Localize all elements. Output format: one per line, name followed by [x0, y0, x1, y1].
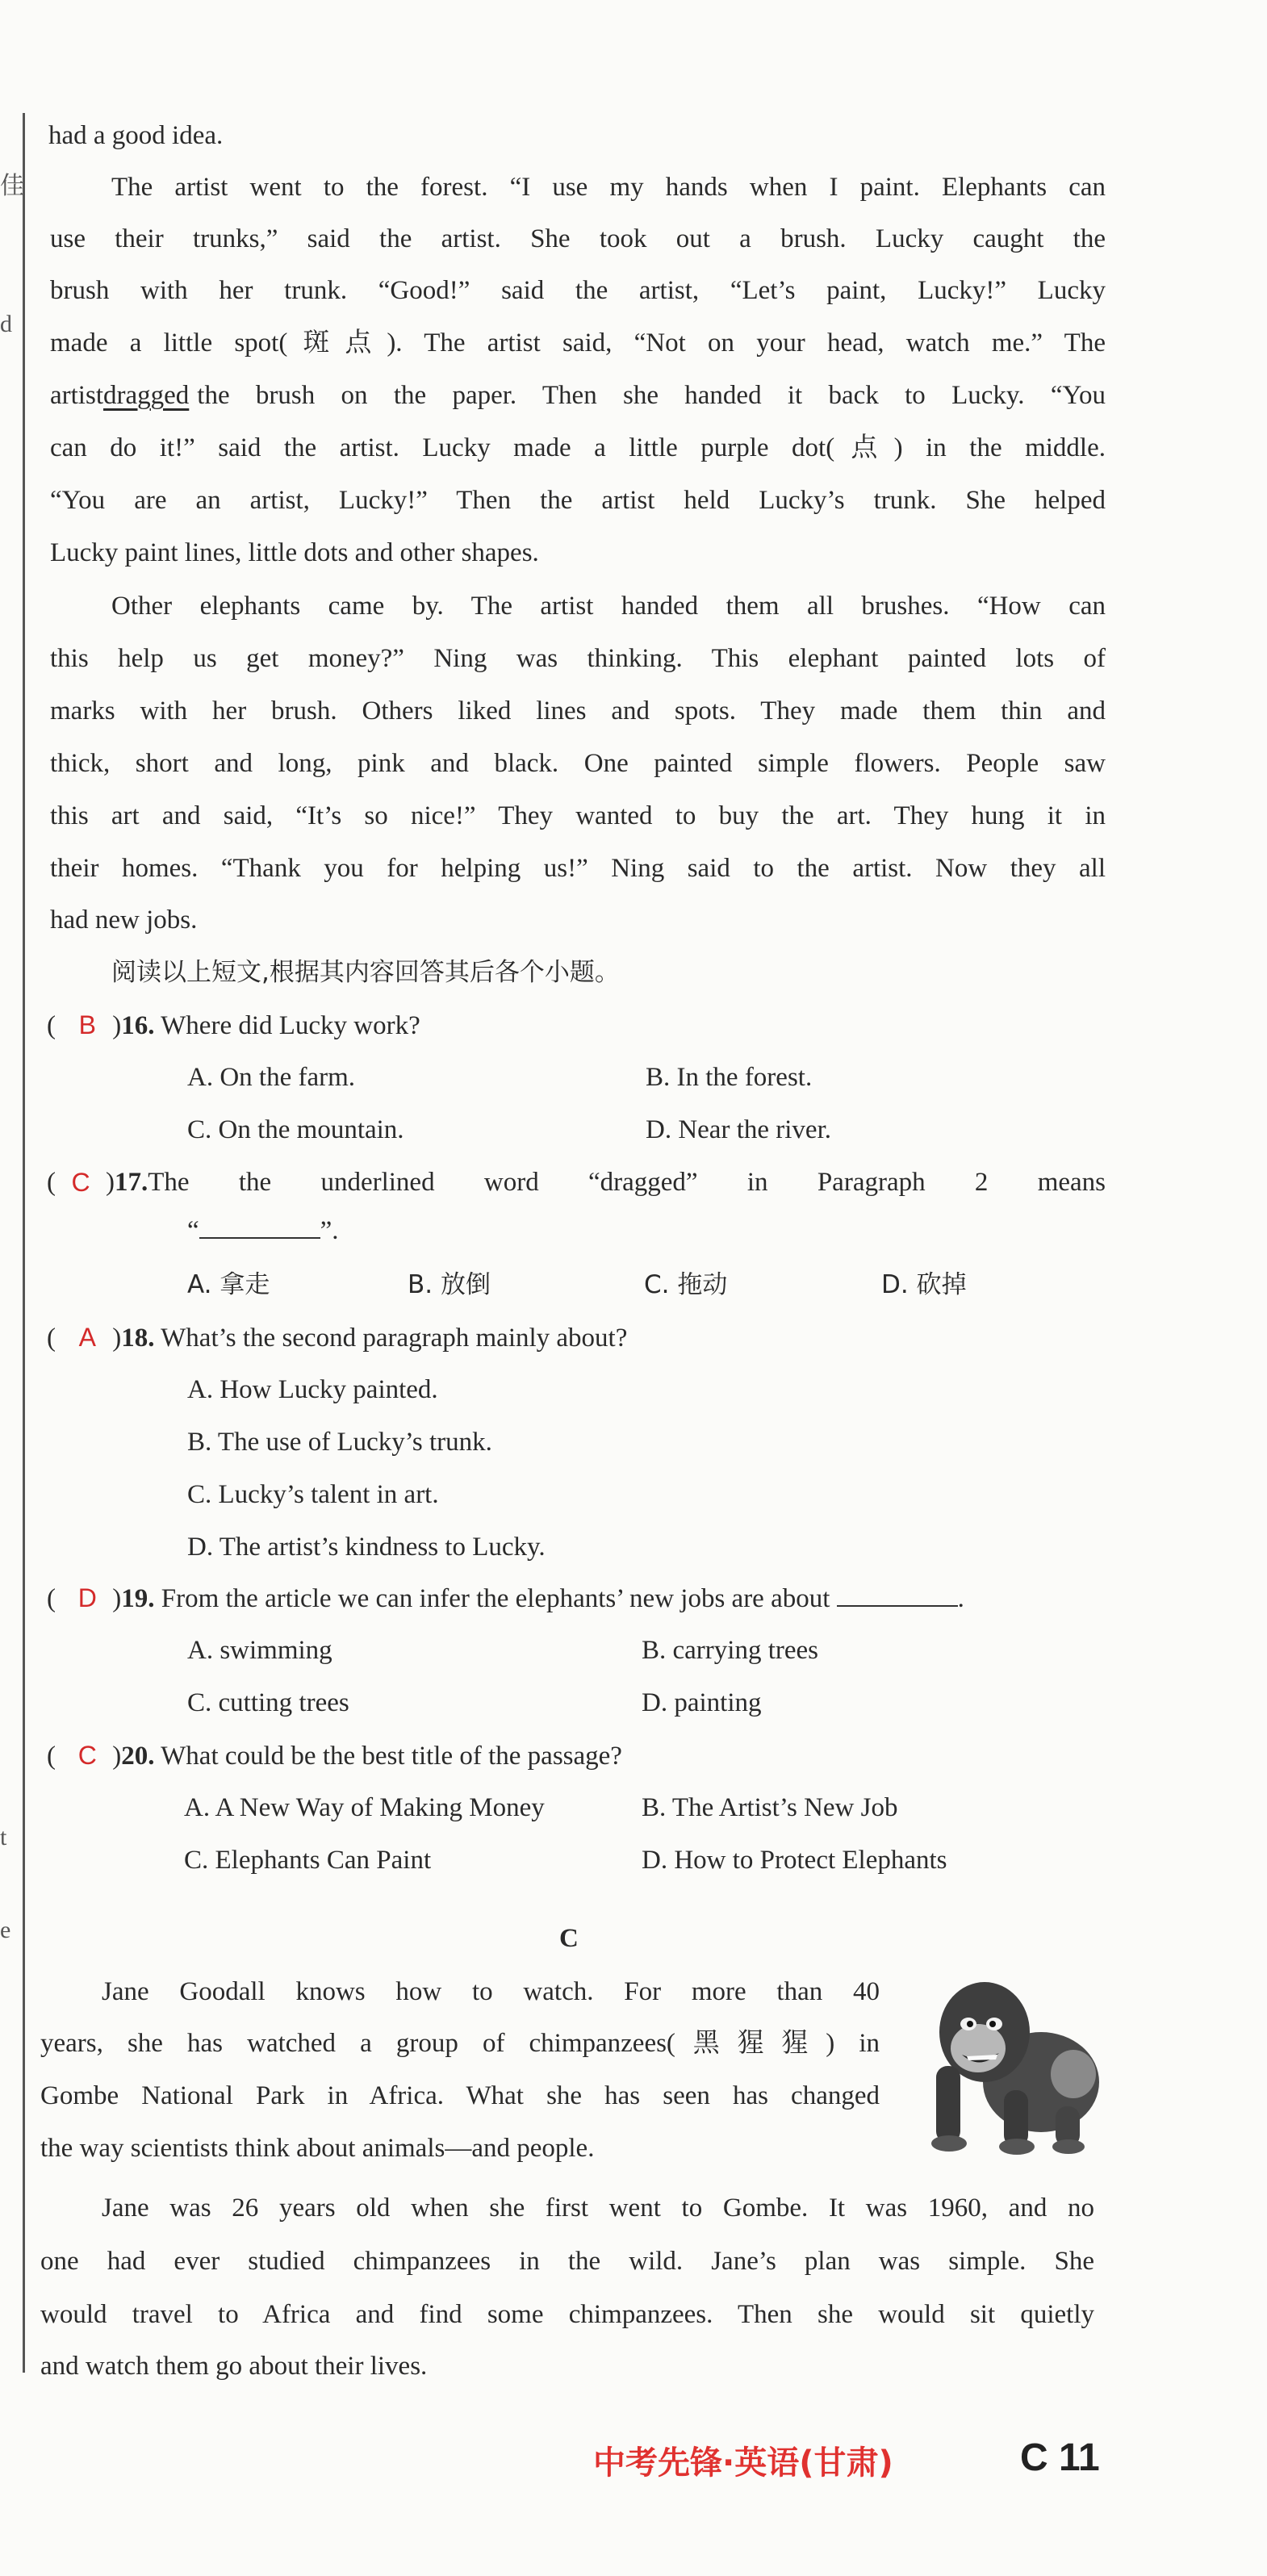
option: A. On the farm.: [187, 1063, 356, 1092]
paren-close: ): [112, 1011, 122, 1040]
passage-line: one had ever studied chimpanzees in the wild. Jane’s plan was simple. She: [40, 2247, 1094, 2276]
passage-line: this help us get money?” Ning was thinking. This elephant painted lots of: [50, 644, 1106, 673]
option: B. In the forest.: [646, 1063, 813, 1092]
question-stem: From the article we can infer the elephants’ new jobs are about: [161, 1584, 830, 1613]
section-heading: C: [559, 1924, 579, 1953]
answer-20: C: [77, 1741, 97, 1770]
chimpanzee-illustration: [920, 1969, 1107, 2156]
question-number: 19.: [121, 1584, 155, 1613]
paren-open: (: [47, 1011, 56, 1040]
passage-line: brush with her trunk. “Good!” said the artist, “Let’s paint, Lucky!” Lucky: [50, 276, 1106, 305]
passage-line: had a good idea.: [48, 121, 224, 150]
option: A. A New Way of Making Money: [184, 1793, 545, 1822]
option: D. How to Protect Elephants: [642, 1846, 947, 1875]
underlined-word: dragged: [102, 381, 190, 410]
question-stem: Where did Lucky work?: [161, 1011, 420, 1040]
passage-text: the brush on the paper. Then she handed it back to Lucky. “You: [197, 381, 1106, 410]
paren-open: (: [47, 1742, 56, 1771]
option: D. Near the river.: [646, 1115, 831, 1144]
edge-char: d: [0, 311, 12, 337]
question-number: 20.: [121, 1742, 155, 1771]
passage-line: The artist went to the forest. “I use my hands when I paint. Elephants can: [111, 173, 1106, 202]
passage-line: made a little spot(斑点). The artist said, “Not on your head, watch me.” The: [50, 328, 1106, 358]
passage-line: can do it!” said the artist. Lucky made a little purple dot(点) in the middle.: [50, 433, 1106, 462]
answer-19: D: [77, 1583, 97, 1612]
paren-close: ): [106, 1168, 115, 1197]
edge-char: e: [0, 1917, 11, 1943]
passage-line: Jane Goodall knows how to watch. For more than 40: [102, 1977, 880, 2006]
passage-line: would travel to Africa and find some chimpanzees. Then she would sit quietly: [40, 2300, 1094, 2329]
edge-char: 佳: [0, 173, 24, 199]
passage-line: Lucky paint lines, little dots and other shapes.: [50, 538, 539, 567]
option: B. 放倒: [408, 1270, 491, 1299]
option: C. On the mountain.: [187, 1115, 404, 1144]
answer-blank: [837, 1583, 958, 1607]
quote-close: ”.: [320, 1216, 339, 1245]
passage-line: had new jobs.: [50, 905, 198, 935]
paren-close: ): [112, 1742, 122, 1771]
paren-close: ): [112, 1584, 122, 1613]
option: A. swimming: [187, 1636, 332, 1665]
option: C. Lucky’s talent in art.: [187, 1480, 439, 1509]
passage-line: Gombe National Park in Africa. What she has seen has changed: [40, 2081, 880, 2110]
option: D. The artist’s kindness to Lucky.: [187, 1533, 546, 1562]
passage-line: their homes. “Thank you for helping us!” Ning said to the artist. Now they all: [50, 854, 1106, 883]
passage-line: this art and said, “It’s so nice!” They wanted to buy the art. They hung it in: [50, 801, 1106, 830]
answer-18: A: [78, 1323, 96, 1352]
option: D. painting: [642, 1688, 762, 1717]
paren-close: ): [112, 1324, 122, 1353]
passage-line: thick, short and long, pink and black. One painted simple flowers. People saw: [50, 749, 1106, 778]
option: C. 拖动: [644, 1270, 728, 1299]
option: B. The use of Lucky’s trunk.: [187, 1428, 492, 1457]
passage-line: Other elephants came by. The artist handed them all brushes. “How can: [111, 592, 1106, 621]
page-number: C 11: [1020, 2436, 1100, 2479]
question-16: [47, 1009, 420, 1042]
passage-line: [50, 379, 1106, 412]
option: A. How Lucky painted.: [187, 1375, 438, 1404]
paren-open: (: [47, 1584, 56, 1613]
question-number: 16.: [121, 1011, 155, 1040]
question-number: 18.: [121, 1324, 155, 1353]
question-number: 17.: [115, 1168, 148, 1197]
question-20: [47, 1739, 622, 1772]
edge-char: t: [0, 1824, 7, 1850]
answer-16: B: [78, 1010, 96, 1039]
passage-line: years, she has watched a group of chimpanzees(黑猩猩) in: [40, 2029, 880, 2058]
margin-rule: [23, 113, 25, 2373]
passage-line: “You are an artist, Lucky!” Then the artist held Lucky’s trunk. She helped: [50, 486, 1106, 515]
option: B. carrying trees: [642, 1636, 818, 1665]
option: D. 砍掉: [881, 1270, 967, 1299]
passage-line: and watch them go about their lives.: [40, 2352, 428, 2381]
question-17-cont: [187, 1215, 339, 1247]
option: C. Elephants Can Paint: [184, 1846, 432, 1875]
question-stem: What could be the best title of the passage?: [161, 1742, 622, 1771]
answer-17: C: [71, 1168, 90, 1197]
paren-open: (: [47, 1168, 56, 1197]
instruction: 阅读以上短文,根据其内容回答其后各个小题。: [111, 958, 620, 987]
option: C. cutting trees: [187, 1688, 349, 1717]
question-stem: The the underlined word “dragged” in Paragraph 2 means: [148, 1168, 1106, 1197]
footer-title: 中考先锋·英语(甘肃): [593, 2444, 893, 2482]
passage-word: artist: [50, 381, 103, 410]
option: A. 拿走: [187, 1270, 270, 1299]
question-17: [47, 1166, 1106, 1198]
question-18: [47, 1321, 627, 1354]
answer-blank: [199, 1215, 320, 1239]
question-19: [47, 1582, 964, 1615]
passage-line: marks with her brush. Others liked lines and spots. They made them thin and: [50, 696, 1106, 726]
passage-line: Jane was 26 years old when she first went to Gombe. It was 1960, and no: [102, 2193, 1094, 2223]
question-stem: What’s the second paragraph mainly about?: [161, 1324, 628, 1353]
quote-open: “: [187, 1216, 199, 1245]
stem-end: .: [957, 1584, 964, 1613]
option: B. The Artist’s New Job: [642, 1793, 898, 1822]
paren-open: (: [47, 1324, 56, 1353]
passage-line: use their trunks,” said the artist. She took out a brush. Lucky caught the: [50, 224, 1106, 253]
passage-line: the way scientists think about animals—and people.: [40, 2134, 595, 2163]
